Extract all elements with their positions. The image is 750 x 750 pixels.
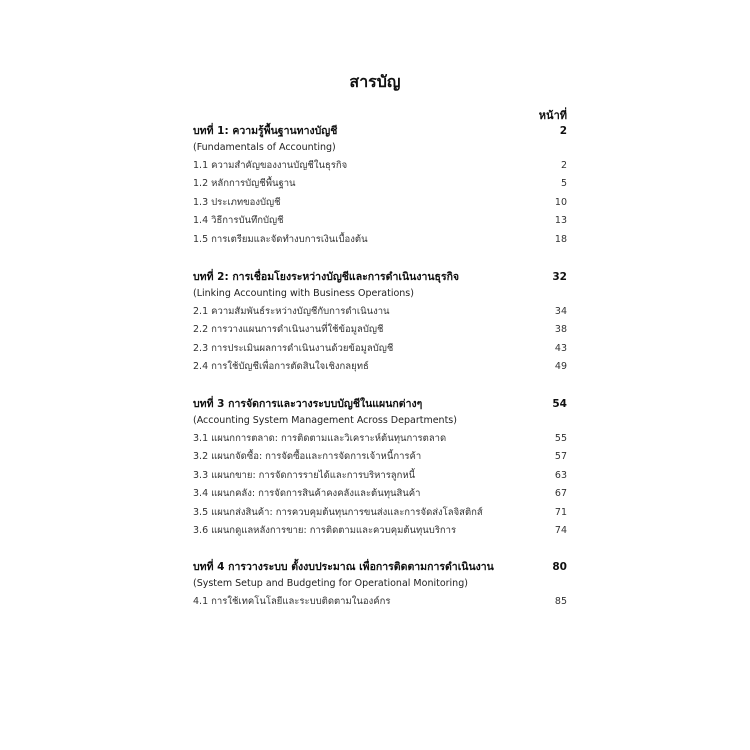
section-page: 38 <box>554 324 567 335</box>
section-page: 18 <box>554 234 567 245</box>
section-page: 10 <box>554 197 567 208</box>
section-page: 55 <box>554 433 567 444</box>
chapter-3-english <box>193 414 567 428</box>
chapter-english-title: (Linking Accounting with Business Operations) <box>193 288 414 299</box>
chapter-2-row <box>193 270 567 284</box>
section-title: 2.3 การประเมินผลการดำเนินงานด้วยข้อมูลบัญชี <box>193 343 394 354</box>
section-title: 3.4 แผนกคลัง: การจัดการสินค้าคงคลังและต้นทุนสินค้า <box>193 488 421 499</box>
section-title: 3.1 แผนกการตลาด: การติดตามและวิเคราะห์ต้นทุนการตลาด <box>193 433 447 444</box>
section-row <box>193 214 567 228</box>
section-title: 3.2 แผนกจัดซื้อ: การจัดซื้อและการจัดการเจ้าหนี้การค้า <box>193 451 422 462</box>
section-page: 43 <box>554 343 567 354</box>
section-title: 3.5 แผนกส่งสินค้า: การควบคุมต้นทุนการขนส่งและการจัดส่งโลจิสติกส์ <box>193 507 483 518</box>
section-page: 74 <box>554 525 567 536</box>
section-title: 2.2 การวางแผนการดำเนินงานที่ใช้ข้อมูลบัญชี <box>193 324 384 335</box>
chapter-page: 54 <box>552 398 567 410</box>
section-row <box>193 487 567 501</box>
section-page: 67 <box>554 488 567 499</box>
section-page: 49 <box>554 361 567 372</box>
chapter-2-english <box>193 287 567 301</box>
section-row <box>193 159 567 173</box>
chapter-1-row <box>193 124 567 138</box>
section-page: 2 <box>560 160 567 171</box>
chapter-page: 80 <box>552 561 567 573</box>
section-row <box>193 323 567 337</box>
section-title: 3.3 แผนกขาย: การจัดการรายได้และการบริหารลูกหนี้ <box>193 470 416 481</box>
section-page: 5 <box>560 178 567 189</box>
section-title: 1.5 การเตรียมและจัดทำงบการเงินเบื้องต้น <box>193 234 368 245</box>
section-title: 1.3 ประเภทของบัญชี <box>193 197 281 208</box>
section-row <box>193 233 567 247</box>
section-title: 4.1 การใช้เทคโนโลยีและระบบติดตามในองค์กร <box>193 596 391 607</box>
section-title: 1.4 วิธีการบันทึกบัญชี <box>193 215 284 226</box>
section-row <box>193 360 567 374</box>
page-title: สารบัญ <box>349 72 401 91</box>
section-row <box>193 524 567 538</box>
section-page: 13 <box>554 215 567 226</box>
section-title: 3.6 แผนกดูแลหลังการขาย: การติดตามและควบคุมต้นทุนบริการ <box>193 525 457 536</box>
chapter-page: 2 <box>559 125 567 137</box>
section-row <box>193 506 567 520</box>
chapter-page: 32 <box>552 271 567 283</box>
section-row <box>193 432 567 446</box>
chapter-4-row <box>193 560 567 574</box>
section-page: 63 <box>554 470 567 481</box>
section-row <box>193 305 567 319</box>
page-number-header: หน้าที่ <box>538 109 567 122</box>
section-title: 1.2 หลักการบัญชีพื้นฐาน <box>193 178 296 189</box>
section-row <box>193 177 567 191</box>
section-row <box>193 196 567 210</box>
section-row <box>193 469 567 483</box>
chapter-english-title: (Accounting System Management Across Departments) <box>193 415 457 426</box>
section-page: 71 <box>554 507 567 518</box>
section-row <box>193 595 567 609</box>
section-title: 2.4 การใช้บัญชีเพื่อการตัดสินใจเชิงกลยุทธ์ <box>193 361 369 372</box>
section-page: 85 <box>554 596 567 607</box>
chapter-english-title: (System Setup and Budgeting for Operational Monitoring) <box>193 578 468 589</box>
section-title: 1.1 ความสำคัญของงานบัญชีในธุรกิจ <box>193 160 348 171</box>
section-row <box>193 450 567 464</box>
chapter-4-english <box>193 577 567 591</box>
section-row <box>193 342 567 356</box>
chapter-title: บทที่ 3 การจัดการและวางระบบบัญชีในแผนกต่างๆ <box>193 398 423 410</box>
chapter-title: บทที่ 4 การวางระบบ ตั้งงบประมาณ เพื่อการติดตามการดำเนินงาน <box>193 561 494 573</box>
chapter-title: บทที่ 2: การเชื่อมโยงระหว่างบัญชีและการดำเนินงานธุรกิจ <box>193 271 460 283</box>
section-page: 34 <box>554 306 567 317</box>
chapter-english-title: (Fundamentals of Accounting) <box>193 142 336 153</box>
chapter-1-english <box>193 141 567 155</box>
chapter-3-row <box>193 397 567 411</box>
chapter-title: บทที่ 1: ความรู้พื้นฐานทางบัญชี <box>193 125 338 137</box>
section-page: 57 <box>554 451 567 462</box>
section-title: 2.1 ความสัมพันธ์ระหว่างบัญชีกับการดำเนินงาน <box>193 306 390 317</box>
